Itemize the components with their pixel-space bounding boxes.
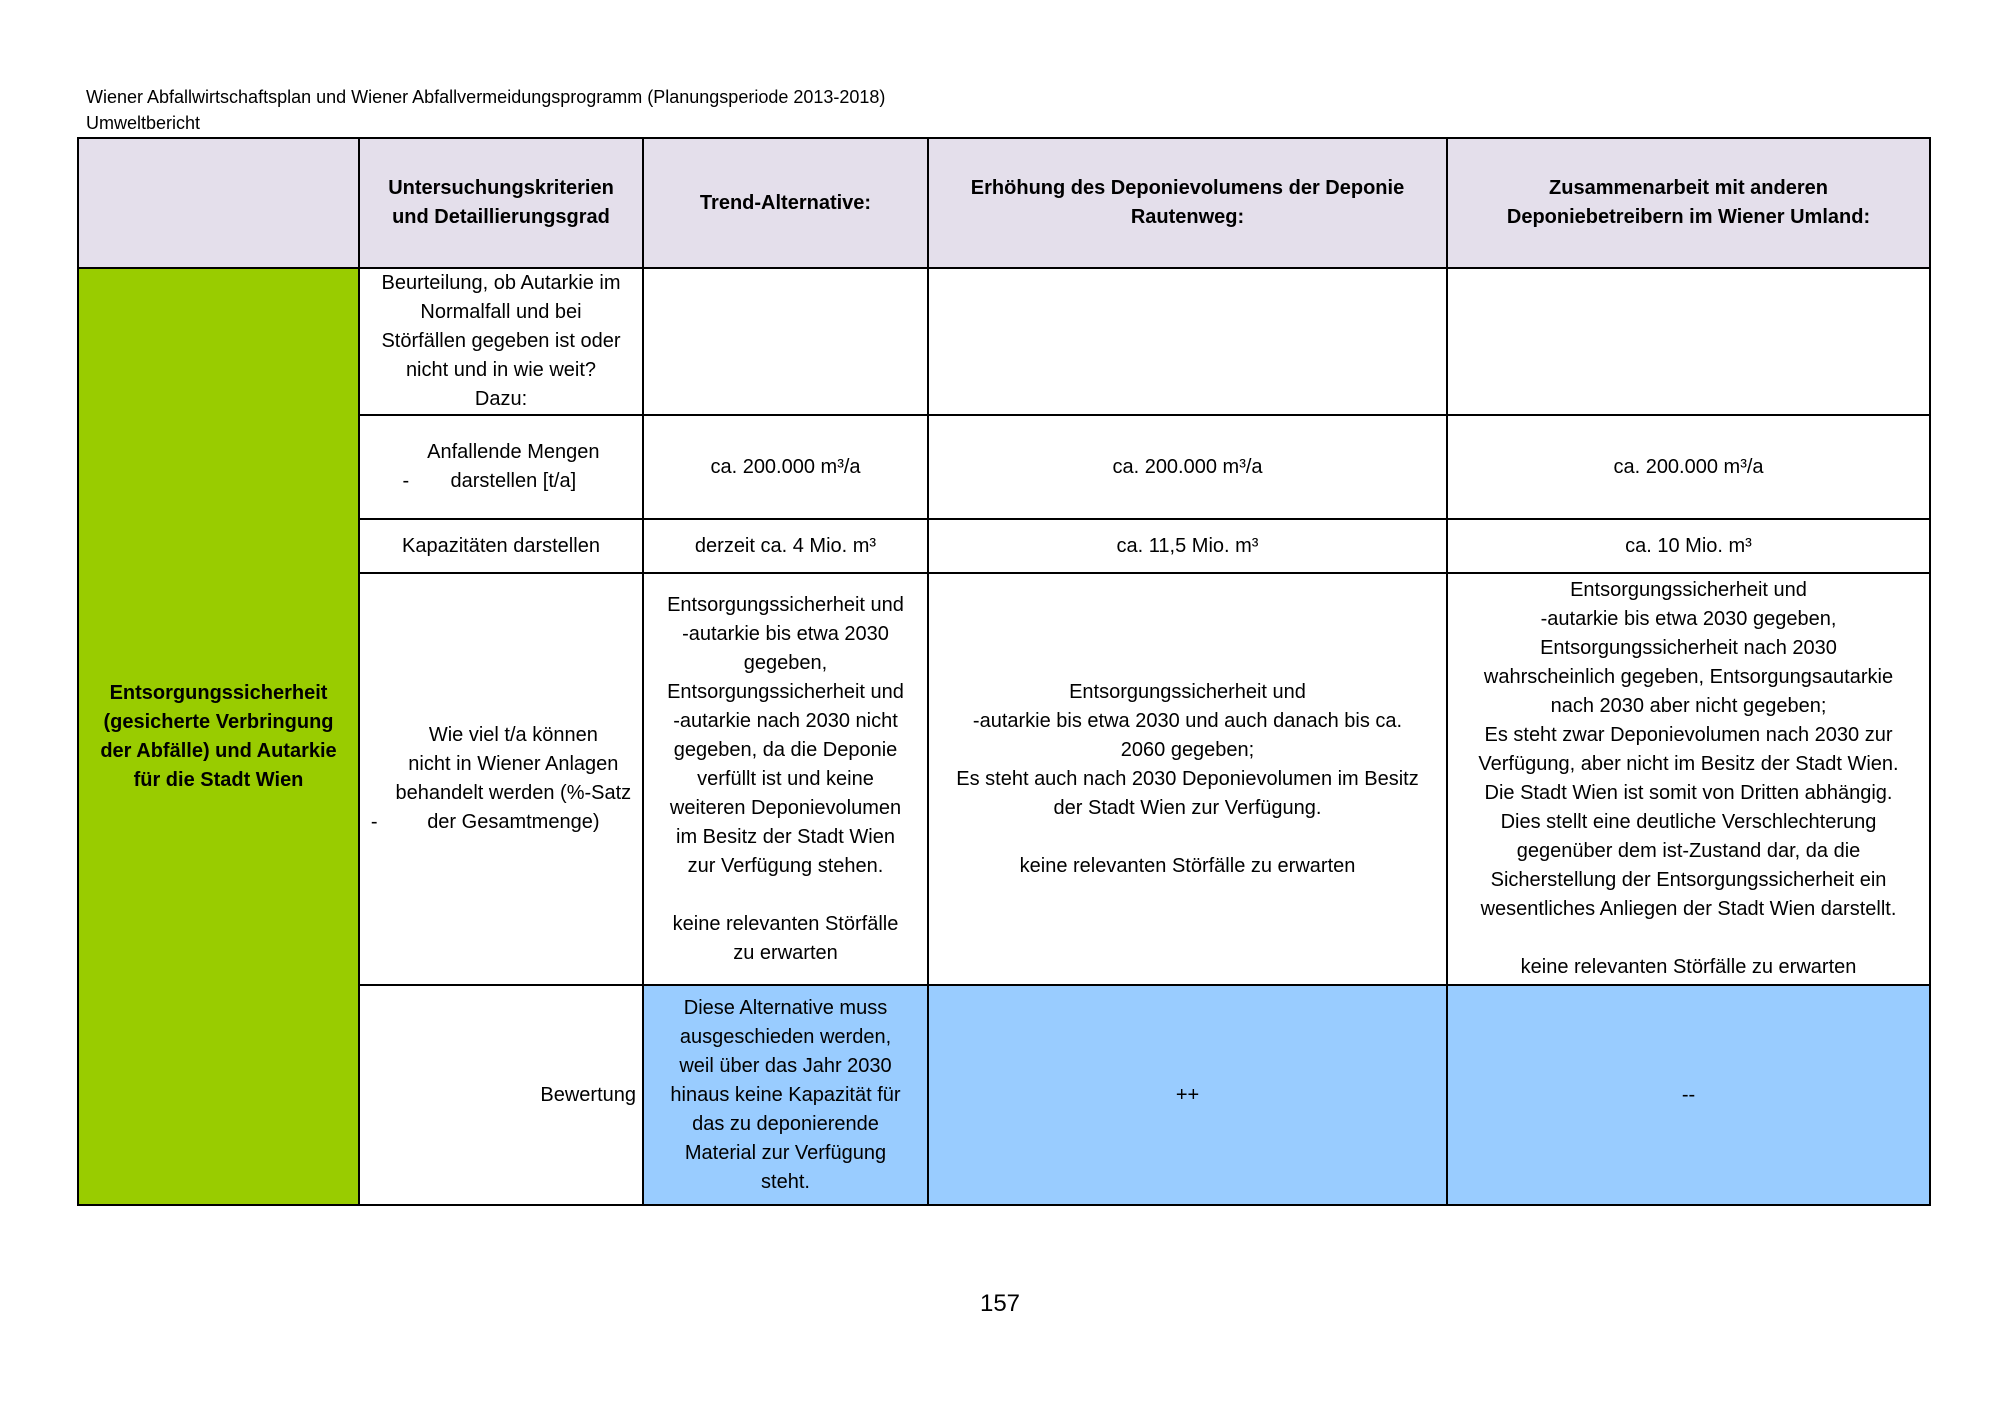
criterion-cell: Beurteilung, ob Autarkie im Normalfall und bei Störfällen gegeben ist oder nicht und in wie weit? Dazu: [359,268,643,415]
criterion-cell [359,573,643,985]
page-header [86,84,885,136]
umland-cell [1447,268,1930,415]
trend-cell [643,268,928,415]
column-header-criteria: Untersuchungskriterien und Detaillierungsgrad [359,138,643,268]
document-title: Wiener Abfallwirtschaftsplan und Wiener Abfallvermeidungsprogramm (Planungsperiode 2013-2018) [86,87,886,107]
list-dash: - [370,811,378,833]
umland-rating-cell: -- [1447,985,1930,1205]
criterion-text: Wie viel t/a können nicht in Wiener Anlagen behandelt werden (%-Satz der Gesamtmenge) [395,724,632,833]
rautenweg-cell: ca. 200.000 m³/a [928,415,1447,519]
trend-cell: ca. 200.000 m³/a [643,415,928,519]
trend-cell: Entsorgungssicherheit und -autarkie bis etwa 2030 gegeben, Entsorgungssicherheit und -autarkie nach 2030 nicht gegeben, da die Deponie verfüllt ist und keine weiteren Deponievolumen im Besitz der Stadt Wien zur Verfügung stehen. keine relevanten Störfälle zu erwarten [643,573,928,985]
column-header-umland: Zusammenarbeit mit anderen Deponiebetreibern im Wiener Umland: [1447,138,1930,268]
table-row [78,268,1930,415]
criterion-cell: Kapazitäten darstellen [359,519,643,573]
column-header-trend: Trend-Alternative: [643,138,928,268]
column-header-rautenweg: Erhöhung des Deponievolumens der Deponie Rautenweg: [928,138,1447,268]
umland-cell: ca. 200.000 m³/a [1447,415,1930,519]
criterion-text: Anfallende Mengen darstellen [t/a] [427,441,600,492]
umland-cell: ca. 10 Mio. m³ [1447,519,1930,573]
page-number: 157 [979,1290,1021,1317]
rautenweg-rating-cell: ++ [928,985,1447,1205]
trend-rating-cell: Diese Alternative muss ausgeschieden werden, weil über das Jahr 2030 hinaus keine Kapazität für das zu deponierende Material zur Verfügung steht. [643,985,928,1205]
criterion-cell [359,415,643,519]
umland-cell: Entsorgungssicherheit und -autarkie bis etwa 2030 gegeben, Entsorgungssicherheit nach 2030 wahrscheinlich gegeben, Entsorgungsautarkie nach 2030 aber nicht gegeben; Es steht zwar Deponievolumen nach 2030 zur Verfügung, aber nicht im Besitz der Stadt Wien. Die Stadt Wien ist somit von Dritten abhängig. Dies stellt eine deutliche Verschlechterung gegenüber dem ist-Zustand dar, da die Sicherstellung der Entsorgungssicherheit ein wesentliches Anliegen der Stadt Wien darstellt. keine relevanten Störfälle zu erwarten [1447,573,1930,985]
criterion-cell: Bewertung [359,985,643,1205]
document-subtitle: Umweltbericht [86,113,201,133]
trend-cell: derzeit ca. 4 Mio. m³ [643,519,928,573]
column-header-empty [78,138,359,268]
rautenweg-cell: ca. 11,5 Mio. m³ [928,519,1447,573]
list-dash: - [402,470,410,492]
rautenweg-cell: Entsorgungssicherheit und -autarkie bis etwa 2030 und auch danach bis ca. 2060 gegeben; Es steht auch nach 2030 Deponievolumen im Besitz der Stadt Wien zur Verfügung. keine relevanten Störfälle zu erwarten [928,573,1447,985]
section-label: Entsorgungssicherheit (gesicherte Verbringung der Abfälle) und Autarkie für die Stadt Wien [78,268,359,1205]
table-header-row [78,138,1930,268]
evaluation-table [77,137,1931,1206]
rautenweg-cell [928,268,1447,415]
